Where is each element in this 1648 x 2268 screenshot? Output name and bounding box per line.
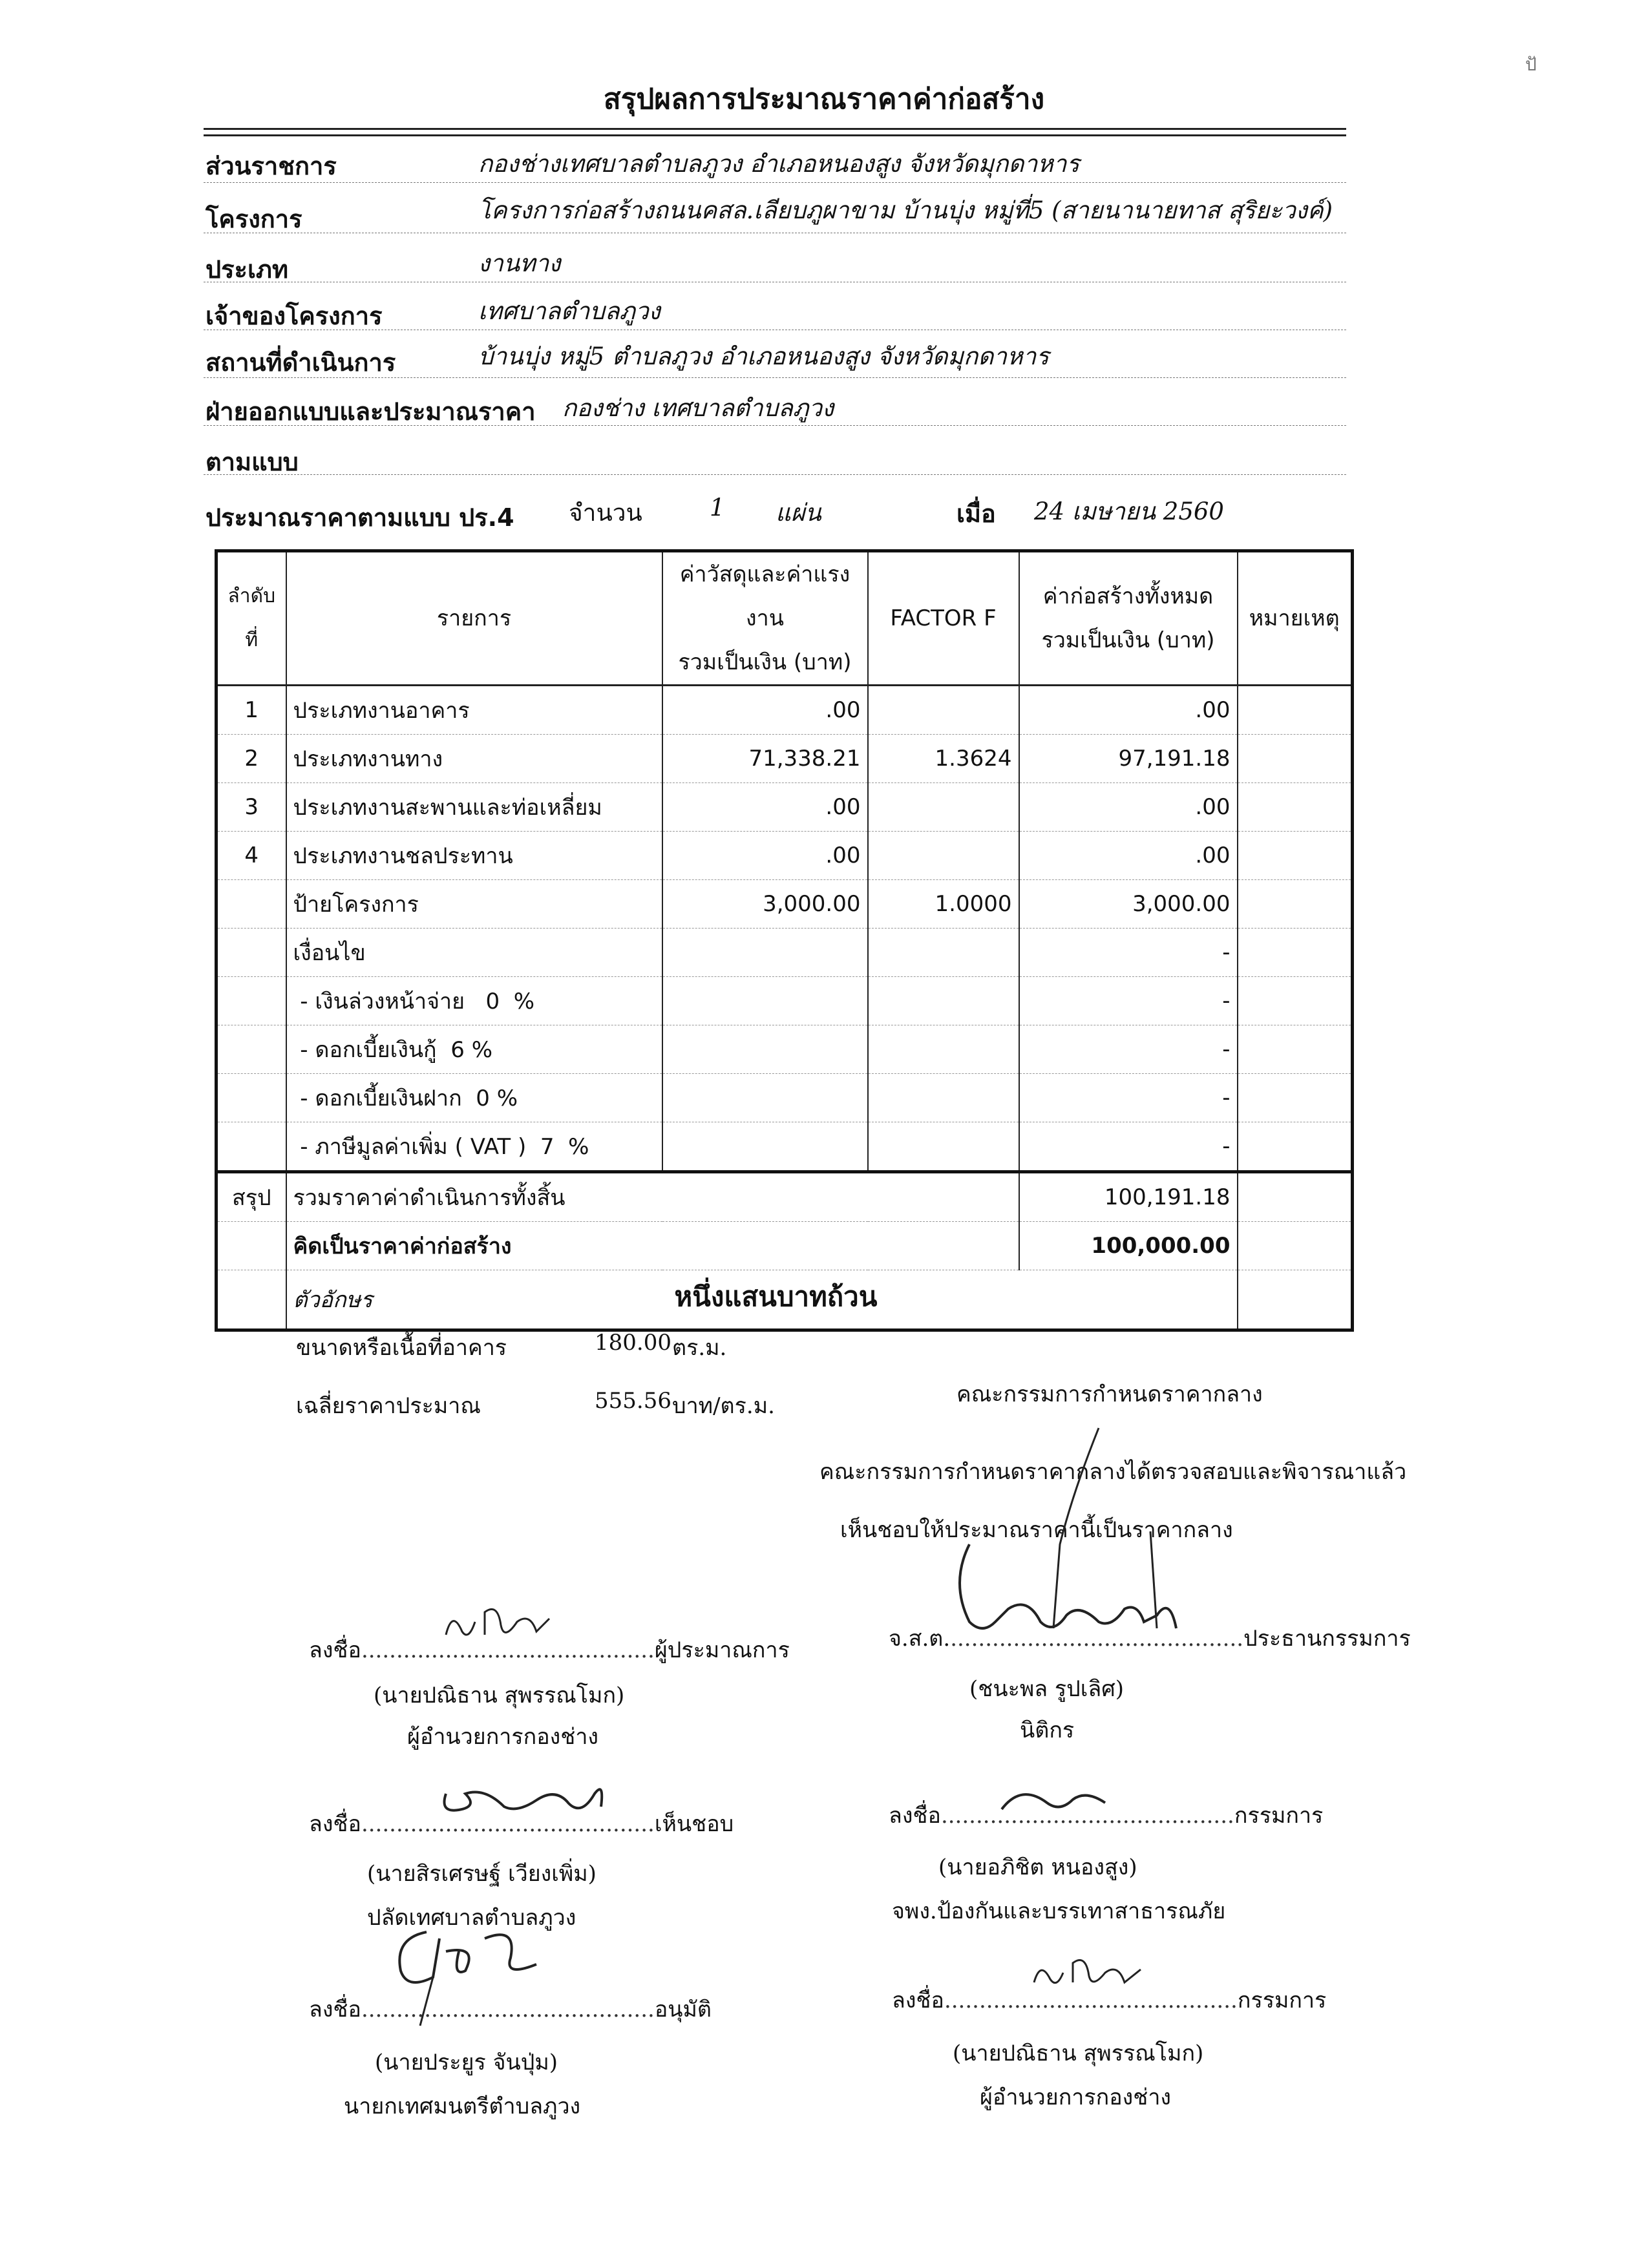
cell-total: 97,191.18 xyxy=(1019,735,1238,783)
cell-factor xyxy=(868,783,1019,832)
field-rule xyxy=(204,425,1346,426)
member1-sign-line: ลงชื่อ..........................................กรรมการ xyxy=(889,1803,1324,1829)
header-factor: FACTOR F xyxy=(868,551,1019,686)
document-title: สรุปผลการประมาณราคาค่าก่อสร้าง xyxy=(603,83,1045,116)
in-words-row xyxy=(217,1270,1353,1330)
cell-factor: 1.0000 xyxy=(868,880,1019,929)
cell-cost xyxy=(662,1025,868,1074)
cell-no xyxy=(217,1074,286,1122)
field-label-project: โครงการ xyxy=(206,205,302,233)
field-value-owner: เทศบาลตำบลภูวง xyxy=(478,297,660,325)
average-value: 555.56 xyxy=(595,1388,671,1414)
title-rule-top xyxy=(204,128,1346,130)
cell-cost xyxy=(662,929,868,977)
approver1-prefix: ลงชื่อ xyxy=(309,1811,361,1837)
cell-item: - ดอกเบี้ยเงินฝาก 0 % xyxy=(286,1074,662,1122)
cell-item: ประเภทงานสะพานและท่อเหลี่ยม xyxy=(286,783,662,832)
cell-total: .00 xyxy=(1019,783,1238,832)
cell-cost: 71,338.21 xyxy=(662,735,868,783)
table-row xyxy=(217,1074,1353,1122)
cell-remark xyxy=(1238,1222,1353,1270)
approver2-prefix: ลงชื่อ xyxy=(309,1997,361,2022)
cell-remark xyxy=(1238,783,1353,832)
qty-value: 1 xyxy=(710,494,725,521)
member2-signature xyxy=(1028,1950,1157,1995)
table-row xyxy=(217,1122,1353,1172)
member1-role: กรรมการ xyxy=(1234,1803,1324,1829)
area-value: 180.00 xyxy=(595,1330,671,1356)
header-total xyxy=(1019,551,1238,686)
cell-remark xyxy=(1238,1270,1353,1330)
table-row xyxy=(217,735,1353,783)
cell-factor xyxy=(868,832,1019,880)
summary-total-value: 100,191.18 xyxy=(1019,1172,1238,1222)
in-words-cell xyxy=(286,1270,1238,1330)
header-remark: หมายเหตุ xyxy=(1238,551,1353,686)
cell-cost: 3,000.00 xyxy=(662,880,868,929)
estimator-position: ผู้อำนวยการกองช่าง xyxy=(407,1724,599,1750)
cell-cost xyxy=(662,1122,868,1172)
chairman-name: (ชนะพล รูปเลิศ) xyxy=(969,1676,1125,1702)
estimator-name: (นายปณิธาน สุพรรณโมก) xyxy=(374,1683,625,1708)
cell-total: - xyxy=(1019,977,1238,1025)
construction-price-label: คิดเป็นราคาค่าก่อสร้าง xyxy=(286,1222,1019,1270)
estimator-signature xyxy=(439,1596,569,1648)
header-total-line2: รวมเป็นเงิน (บาท) xyxy=(1041,627,1215,653)
chairman-position: นิติกร xyxy=(1020,1717,1075,1743)
summary-total-label: รวมราคาค่าดำเนินการทั้งสิ้น xyxy=(286,1172,1019,1222)
cell-factor xyxy=(868,1122,1019,1172)
member1-name: (นายอภิชิต หนองสูง) xyxy=(938,1854,1137,1880)
chairman-role: ประธานกรรมการ xyxy=(1243,1626,1411,1652)
committee-title: คณะกรรมการกำหนดราคากลาง xyxy=(956,1381,1263,1407)
estimator-role: ผู้ประมาณการ xyxy=(654,1637,790,1663)
field-label-per-plan: ตามแบบ xyxy=(206,448,299,476)
member2-position: ผู้อำนวยการกองช่าง xyxy=(980,2084,1172,2110)
cell-item: ประเภทงานอาคาร xyxy=(286,686,662,735)
cell-remark xyxy=(1238,1172,1353,1222)
field-label-agency: ส่วนราชการ xyxy=(206,152,337,180)
cell-factor xyxy=(868,686,1019,735)
cell-item: ประเภทงานทาง xyxy=(286,735,662,783)
cell-item: - ดอกเบี้ยเงินกู้ 6 % xyxy=(286,1025,662,1074)
cell-factor xyxy=(868,929,1019,977)
cell-no xyxy=(217,929,286,977)
approver1-role: เห็นชอบ xyxy=(654,1811,734,1837)
estimator-prefix: ลงชื่อ xyxy=(309,1637,361,1663)
summary-label: สรุป xyxy=(217,1172,286,1222)
cell-no: 4 xyxy=(217,832,286,880)
cell-total: - xyxy=(1019,1122,1238,1172)
member2-name: (นายปณิธาน สุพรรณโมก) xyxy=(953,2041,1204,2066)
member1-prefix: ลงชื่อ xyxy=(889,1803,941,1829)
average-unit: บาท/ตร.ม. xyxy=(672,1393,775,1419)
approver2-signature xyxy=(381,1913,549,2029)
approver1-signature xyxy=(427,1768,620,1826)
cell-factor xyxy=(868,977,1019,1025)
member1-signature xyxy=(995,1783,1112,1822)
construction-price-row xyxy=(217,1222,1353,1270)
cell-no xyxy=(217,880,286,929)
cell-remark xyxy=(1238,686,1353,735)
field-rule xyxy=(204,182,1346,183)
cell-total: - xyxy=(1019,1074,1238,1122)
member1-position: จพง.ป้องกันและบรรเทาสาธารณภัย xyxy=(892,1898,1226,1924)
qty-label: จำนวน xyxy=(569,499,642,527)
table-row xyxy=(217,880,1353,929)
cell-item: ประเภทงานชลประทาน xyxy=(286,832,662,880)
cell-total: 3,000.00 xyxy=(1019,880,1238,929)
cell-remark xyxy=(1238,929,1353,977)
header-material-line1: ค่าวัสดุและค่าแรงงาน xyxy=(679,562,850,631)
cell-factor xyxy=(868,1025,1019,1074)
field-value-location: บ้านบุ่ง หมู่5 ตำบลภูวง อำเภอหนองสูง จังหวัดมุกดาหาร xyxy=(478,342,1050,370)
cell-remark xyxy=(1238,735,1353,783)
cell-no: 2 xyxy=(217,735,286,783)
cell-factor xyxy=(868,1074,1019,1122)
member2-sign-line: ลงชื่อ..........................................กรรมการ xyxy=(892,1988,1327,2013)
header-total-line1: ค่าก่อสร้างทั้งหมด xyxy=(1042,583,1214,609)
cell-factor: 1.3624 xyxy=(868,735,1019,783)
table-row xyxy=(217,832,1353,880)
cell-cost: .00 xyxy=(662,686,868,735)
cell-no xyxy=(217,977,286,1025)
cell-remark xyxy=(1238,1025,1353,1074)
in-words-value: หนึ่งแสนบาทถ้วน xyxy=(674,1281,878,1312)
cell-item: - ภาษีมูลค่าเพิ่ม ( VAT ) 7 % xyxy=(286,1122,662,1172)
field-label-owner: เจ้าของโครงการ xyxy=(206,302,383,330)
approver2-position: นายกเทศมนตรีตำบลภูวง xyxy=(344,2094,581,2119)
cell-item: - เงินล่วงหน้าจ่าย 0 % xyxy=(286,977,662,1025)
approver2-name: (นายประยูร จันปุ่ม) xyxy=(375,2050,558,2075)
average-label: เฉลี่ยราคาประมาณ xyxy=(296,1393,481,1419)
table-header-row xyxy=(217,551,1353,686)
field-value-type: งานทาง xyxy=(478,249,561,277)
committee-statement-2: เห็นชอบให้ประมาณราคานี้เป็นราคากลาง xyxy=(840,1517,1233,1543)
table-row xyxy=(217,686,1353,735)
summary-row xyxy=(217,1172,1353,1222)
cell-cost xyxy=(662,977,868,1025)
chairman-signature xyxy=(944,1415,1221,1648)
field-label-location: สถานที่ดำเนินการ xyxy=(206,348,396,377)
field-rule xyxy=(204,474,1346,475)
field-value-designer: กองช่าง เทศบาลตำบลภูวง xyxy=(562,394,834,422)
in-words-label: ตัวอักษร xyxy=(293,1287,373,1313)
cell-no xyxy=(217,1122,286,1172)
qty-unit: แผ่น xyxy=(776,499,821,527)
area-label: ขนาดหรือเนื้อที่อาคาร xyxy=(296,1335,507,1361)
cell-remark xyxy=(1238,1122,1353,1172)
cell-cost: .00 xyxy=(662,783,868,832)
approver2-sign-line: ลงชื่อ..........................................อนุมัติ xyxy=(309,1997,712,2022)
cell-item: ป้ายโครงการ xyxy=(286,880,662,929)
estimator-sign-line: ลงชื่อ..........................................ผู้ประมาณการ xyxy=(309,1637,790,1663)
member2-role: กรรมการ xyxy=(1237,1988,1327,2013)
header-material xyxy=(662,551,868,686)
committee-statement-1: คณะกรรมการกำหนดราคากลางได้ตรวจสอบและพิจารณาแล้ว xyxy=(819,1459,1407,1485)
area-unit: ตร.ม. xyxy=(672,1335,727,1361)
chairman-sign-line: จ.ส.ต...........................................ประธานกรรมการ xyxy=(889,1626,1411,1652)
approver2-role: อนุมัติ xyxy=(654,1997,712,2022)
cell-remark xyxy=(1238,880,1353,929)
chairman-prefix: จ.ส.ต. xyxy=(889,1626,951,1652)
cell-remark xyxy=(1238,832,1353,880)
corner-mark: ปั xyxy=(1525,54,1537,75)
cell-total: .00 xyxy=(1019,832,1238,880)
cell-total: .00 xyxy=(1019,686,1238,735)
cell-no xyxy=(217,1025,286,1074)
field-label-designer: ฝ่ายออกแบบและประมาณราคา xyxy=(206,397,536,426)
cell-cost: .00 xyxy=(662,832,868,880)
cell-total: - xyxy=(1019,929,1238,977)
table-row xyxy=(217,929,1353,977)
cell-total: - xyxy=(1019,1025,1238,1074)
field-rule xyxy=(204,377,1346,378)
cell-no: 1 xyxy=(217,686,286,735)
header-material-line2: รวมเป็นเงิน (บาท) xyxy=(678,649,852,675)
header-no: ลำดับที่ xyxy=(217,551,286,686)
cell-remark xyxy=(1238,977,1353,1025)
field-label-type: ประเภท xyxy=(206,255,289,284)
table-row xyxy=(217,977,1353,1025)
approver1-name: (นายสิรเศรษฐ์ เวียงเพิ่ม) xyxy=(367,1861,597,1887)
approver1-position: ปลัดเทศบาลตำบลภูวง xyxy=(367,1905,576,1931)
field-value-agency: กองช่างเทศบาลตำบลภูวง อำเภอหนองสูง จังหวัดมุกดาหาร xyxy=(478,150,1080,178)
construction-price-value: 100,000.00 xyxy=(1019,1222,1238,1270)
approver1-sign-line: ลงชื่อ..........................................เห็นชอบ xyxy=(309,1811,734,1837)
table-row xyxy=(217,783,1353,832)
cell-item: เงื่อนไข xyxy=(286,929,662,977)
cell-no: 3 xyxy=(217,783,286,832)
cell-no xyxy=(217,1222,286,1270)
cell-remark xyxy=(1238,1074,1353,1122)
form-label: ประมาณราคาตามแบบ ปร.4 xyxy=(206,503,514,532)
field-value-project: โครงการก่อสร้างถนนคสล.เลียบภูผาขาม บ้านบุ่ง หมู่ที่5 (สายนานายทาส สุริยะวงค์) xyxy=(478,196,1333,224)
date-value: 24 เมษายน 2560 xyxy=(1034,498,1224,525)
member2-prefix: ลงชื่อ xyxy=(892,1988,944,2013)
estimate-table xyxy=(215,549,1354,1332)
header-item: รายการ xyxy=(286,551,662,686)
cell-cost xyxy=(662,1074,868,1122)
table-row xyxy=(217,1025,1353,1074)
cell-no xyxy=(217,1270,286,1330)
title-rule-bottom xyxy=(204,134,1346,136)
date-label: เมื่อ xyxy=(956,499,996,528)
